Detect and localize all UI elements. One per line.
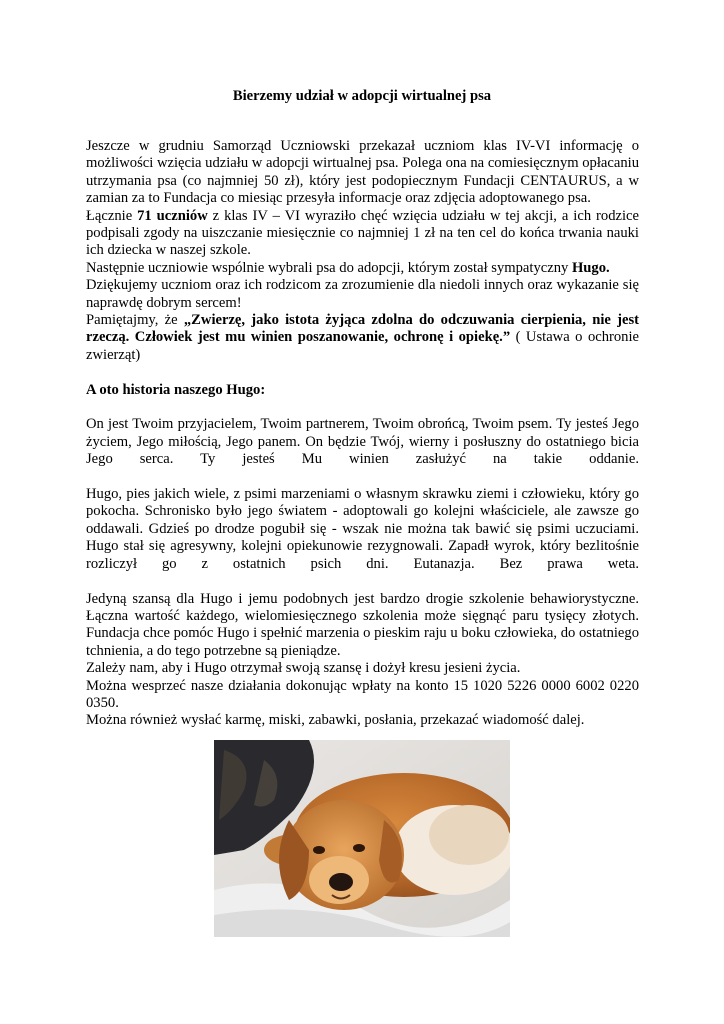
dog-photo <box>214 740 510 937</box>
spacer <box>86 469 639 486</box>
donation-other: Można również wysłać karmę, miski, zabawki, posłania, przekazać wiadomość dalej. <box>86 712 585 729</box>
section-heading-text: A oto historia naszego Hugo: <box>86 381 266 398</box>
story-paragraph-2: Hugo, pies jakich wiele, z psimi marzeniami o własnym skrawku ziemi i człowieku, który go pokocha. Schronisko było jego światem - adoptowali go kolejni właściciele, ale zawsze go oddawali. Gdzieś po drodze pogubił się - wszak nie można tak bawić się psimi uczuciami. Hugo stał się agresywny, kolejni opiekunowie rezygnowali. Zapadł wyrok, który bezlitośnie rozliczył go z ostatnich psich dni. Eutanazja. Bez prawa weta. <box>86 486 639 572</box>
law-quote: „Zwierzę, jako istota żyjąca zdolna do odczuwania cierpienia, nie jest rzeczą. Człowiek jest mu winien poszanowanie, ochronę i opiekę.” <box>86 312 639 346</box>
story-paragraph-3: Jedyną szansą dla Hugo i jemu podobnych jest bardzo drogie szkolenie behawiorystyczne. Łączna wartość każdego, wielomiesięcznego szkolenia może sięgnąć paru tysięcy złotych. Fundacja chce pomóc Hugo i spełnić marzenia o pieskim raju u boku człowieka, do ostatniego tchnienia, a do tego potrzebne są pieniądze. <box>86 590 639 659</box>
donation-account: Można wesprzeć nasze działania dokonując wpłaty na konto 15 1020 5226 0000 6002 0220 0350. <box>86 677 639 711</box>
page-title: Bierzemy udział w adopcji wirtualnej psa <box>232 88 492 104</box>
spacer <box>86 399 639 416</box>
dog-photo-icon <box>214 740 510 937</box>
story-paragraph-1: On jest Twoim przyjacielem, Twoim partnerem, Twoim obrońcą, Twoim psem. Ty jesteś Jego życiem, Jego miłością, Jego panem. On będzie Twój, wierny i posłuszny do ostatniego bicia Jego serca. Ty jesteś Mu winien zasłużyć na takie oddanie. <box>86 416 639 468</box>
paragraph-dog-choice <box>86 260 639 277</box>
spacer <box>86 573 639 590</box>
paragraph-intro: Jeszcze w grudniu Samorząd Uczniowski przekazał uczniom klas IV-VI informację o możliwości wzięcia udziału w adopcji wirtualnej psa. Polega ona na comiesięcznym opłacaniu utrzymania psa (co najmniej 50 zł), który jest podopiecznym Fundacji CENTAURUS, a w zamian za to Fundacja co miesiąc przesyła informacje oraz zdjęcia adoptowanego psa. <box>86 138 639 207</box>
law-quote-source: ( Ustawa o ochronie zwierząt) <box>86 329 639 363</box>
dog-choice-text: Następnie uczniowie wspólnie wybrali psa do adopcji, którym został sympatyczny <box>86 259 572 276</box>
participants-text-post: z klas IV – VI wyraziło chęć wzięcia udziału w tej akcji, a ich rodzice podpisali zgody na uiszczanie miesięcznie co najmniej 1 zł na ten cel do końca trwania nauki ich dziecka w naszej szkole. <box>86 207 639 259</box>
paragraph-law-quote <box>86 312 639 364</box>
spacer <box>86 364 639 381</box>
participants-text-pre: Łącznie <box>86 207 138 224</box>
paragraph-participants <box>86 208 639 260</box>
dog-name: Hugo. <box>571 259 610 276</box>
section-heading <box>86 382 639 399</box>
participants-count: 71 uczniów <box>137 207 208 224</box>
document-body <box>86 138 639 730</box>
law-quote-pre: Pamiętajmy, że <box>86 312 184 329</box>
paragraph-thanks: Dziękujemy uczniom oraz ich rodzicom za zrozumienie dla niedoli innych oraz wykazanie się naprawdę dobrym sercem! <box>86 277 639 311</box>
story-paragraph-4: Zależy nam, aby i Hugo otrzymał swoją szansę i dożył kresu jesieni życia. <box>86 660 521 677</box>
